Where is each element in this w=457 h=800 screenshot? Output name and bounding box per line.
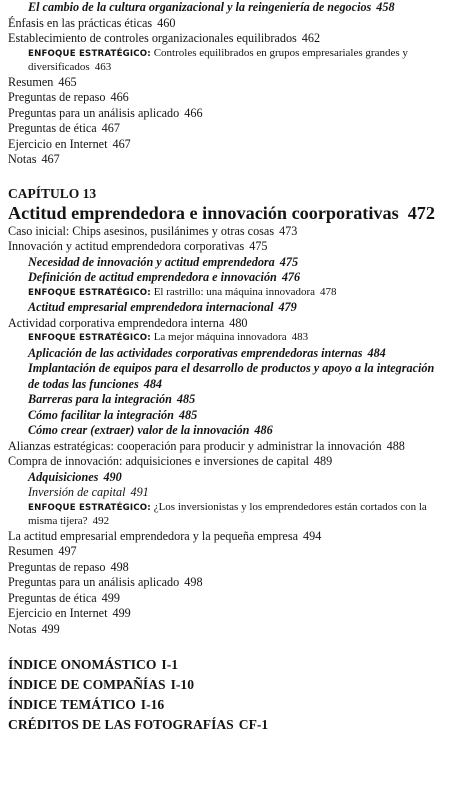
entry-page: 480 xyxy=(229,315,248,330)
entry-text: Implantación de equipos para el desarrollo de productos y apoyo a la integración de todas las funciones xyxy=(28,361,435,391)
entry-page: 492 xyxy=(92,515,110,527)
toc-entry-inversion-capital[interactable] xyxy=(8,485,452,501)
entry-text: Resumen xyxy=(8,74,54,89)
toc-entry-preguntas-repaso[interactable] xyxy=(8,560,452,576)
toc-entry-controles[interactable] xyxy=(8,31,452,47)
entry-text: ÍNDICE TEMÁTICO xyxy=(8,697,136,712)
entry-text: Preguntas de ética xyxy=(8,121,97,135)
enfoque-estrategico-box-3[interactable] xyxy=(8,331,452,346)
enfoque-estrategico-box-4[interactable] xyxy=(8,501,452,529)
toc-entry-innovacion[interactable] xyxy=(8,239,452,255)
entry-page: 491 xyxy=(130,485,149,499)
entry-text: ÍNDICE DE COMPAÑÍAS xyxy=(8,677,166,692)
entry-text: Preguntas de repaso xyxy=(8,90,106,104)
toc-entry-preguntas-analisis[interactable] xyxy=(8,575,452,591)
toc-entry-preguntas-repaso[interactable] xyxy=(8,90,452,106)
entry-page: 490 xyxy=(103,469,122,484)
entry-page: 467 xyxy=(112,136,131,151)
entry-page: 488 xyxy=(386,438,405,453)
entry-text: La actitud empresarial emprendedora y la pequeña empresa xyxy=(8,528,298,543)
entry-page: 498 xyxy=(110,559,129,574)
toc-entry-ejercicio-internet[interactable] xyxy=(8,606,452,622)
toc-entry-implantacion-equipos[interactable] xyxy=(8,361,452,392)
entry-text: ÍNDICE ONOMÁSTICO xyxy=(8,657,157,672)
toc-entry-alianzas[interactable] xyxy=(8,439,452,455)
entry-page: I-1 xyxy=(161,657,179,672)
entry-text: Compra de innovación: adquisiciones e inversiones de capital xyxy=(8,454,309,468)
chapter-number: CAPÍTULO 13 xyxy=(8,185,97,201)
entry-page: 463 xyxy=(94,61,112,73)
toc-entry-definicion[interactable] xyxy=(8,270,452,286)
toc-backmatter-indice-tematico[interactable] xyxy=(8,695,452,715)
entry-page: 473 xyxy=(279,223,298,238)
entry-text: Preguntas de repaso xyxy=(8,559,106,574)
entry-text: Actividad corporativa emprendedora interna xyxy=(8,315,225,330)
toc-entry-enfasis-etica[interactable] xyxy=(8,16,452,32)
enfoque-estrategico-box-1[interactable] xyxy=(8,47,452,75)
entry-text: Alianzas estratégicas: cooperación para producir y administrar la innovación xyxy=(8,438,382,453)
entry-text: La mejor máquina innovadora xyxy=(153,331,287,343)
entry-text: Preguntas para un análisis aplicado xyxy=(8,105,180,120)
entry-page: 467 xyxy=(41,152,60,166)
entry-page: 475 xyxy=(279,254,299,269)
toc-entry-compra[interactable] xyxy=(8,454,452,470)
chapter-page: 472 xyxy=(407,202,435,223)
entry-text: Cómo facilitar la integración xyxy=(28,407,174,422)
toc-entry-resumen[interactable] xyxy=(8,544,452,560)
entry-text: Ejercicio en Internet xyxy=(8,136,108,151)
toc-entry-barreras[interactable] xyxy=(8,392,452,408)
toc-entry-facilitar[interactable] xyxy=(8,408,452,424)
entry-page: I-16 xyxy=(140,697,165,712)
entry-text: Necesidad de innovación y actitud emprendedora xyxy=(28,254,275,269)
entry-page: 498 xyxy=(184,575,203,589)
toc-entry-preguntas-analisis[interactable] xyxy=(8,106,452,122)
entry-page: CF-1 xyxy=(238,717,269,732)
entry-text: Resumen xyxy=(8,544,54,558)
entry-text: Actitud empresarial emprendedora internacional xyxy=(28,300,274,314)
entry-text: Énfasis en las prácticas éticas xyxy=(8,15,153,30)
entry-text: Notas xyxy=(8,152,37,166)
toc-entry-cambio-cultura[interactable] xyxy=(8,0,452,16)
entry-page: 489 xyxy=(313,454,333,468)
entry-page: 485 xyxy=(176,392,196,406)
table-of-contents xyxy=(8,0,452,735)
entry-page: 460 xyxy=(157,15,176,30)
entry-page: 499 xyxy=(101,590,120,605)
entry-text: Controles equilibrados en grupos empresariales grandes y diversificados xyxy=(28,46,408,73)
toc-entry-notas[interactable] xyxy=(8,152,452,168)
toc-entry-preguntas-etica[interactable] xyxy=(8,591,452,607)
toc-entry-necesidad-innovacion[interactable] xyxy=(8,255,452,271)
entry-text: Adquisiciones xyxy=(28,469,99,484)
entry-text: Preguntas para un análisis aplicado xyxy=(8,575,180,589)
toc-entry-actitud-internacional[interactable] xyxy=(8,300,452,316)
toc-entry-ejercicio-internet[interactable] xyxy=(8,137,452,153)
entry-page: 497 xyxy=(58,544,77,558)
chapter-title-entry[interactable] xyxy=(8,202,452,224)
toc-entry-notas[interactable] xyxy=(8,622,452,638)
toc-entry-aplicacion[interactable] xyxy=(8,346,452,362)
toc-entry-caso-inicial[interactable] xyxy=(8,224,452,240)
enfoque-tag: ENFOQUE ESTRATÉGICO: xyxy=(28,502,151,513)
toc-entry-actividad-interna[interactable] xyxy=(8,316,452,332)
entry-text: Preguntas de ética xyxy=(8,590,97,605)
entry-page: 484 xyxy=(143,376,162,391)
toc-backmatter-indice-companias[interactable] xyxy=(8,675,452,695)
toc-entry-resumen[interactable] xyxy=(8,75,452,91)
entry-text: El cambio de la cultura organizacional y la reingeniería de negocios xyxy=(28,0,372,14)
entry-page: 465 xyxy=(58,74,77,89)
toc-entry-adquisiciones[interactable] xyxy=(8,470,452,486)
entry-text: ¿Los inversionistas y los emprendedores están cortados con la misma tijera? xyxy=(28,500,427,527)
entry-text: El rastrillo: una máquina innovadora xyxy=(153,285,315,298)
entry-text: Caso inicial: Chips asesinos, pusilánimes y otras cosas xyxy=(8,223,275,238)
entry-page: 475 xyxy=(249,239,268,253)
entry-text: Notas xyxy=(8,621,37,636)
entry-page: 462 xyxy=(301,31,321,45)
entry-text: Innovación y actitud emprendedora corporativas xyxy=(8,239,245,253)
entry-page: 466 xyxy=(110,90,129,104)
entry-text: Establecimiento de controles organizacionales equilibrados xyxy=(8,31,297,45)
entry-page: 467 xyxy=(101,121,120,135)
toc-entry-crear-valor[interactable] xyxy=(8,423,452,439)
entry-page: 494 xyxy=(303,528,322,543)
entry-page: 458 xyxy=(376,0,395,14)
toc-entry-preguntas-etica[interactable] xyxy=(8,121,452,137)
chapter-title: Actitud emprendedora e innovación coorporativas xyxy=(8,202,399,223)
toc-backmatter-creditos-fotografias[interactable] xyxy=(8,715,452,735)
entry-page: 478 xyxy=(320,285,337,298)
enfoque-tag: ENFOQUE ESTRATÉGICO: xyxy=(28,287,151,298)
entry-page: 499 xyxy=(112,606,131,620)
entry-text: Definición de actitud emprendedora e innovación xyxy=(28,270,277,284)
entry-text: Inversión de capital xyxy=(28,485,126,499)
entry-page: 499 xyxy=(41,621,60,636)
entry-text: Ejercicio en Internet xyxy=(8,606,108,620)
entry-page: I-10 xyxy=(170,677,195,692)
entry-page: 486 xyxy=(254,423,273,437)
entry-text: Aplicación de las actividades corporativas emprendedoras internas xyxy=(28,345,363,360)
toc-entry-pequena-empresa[interactable] xyxy=(8,529,452,545)
entry-page: 484 xyxy=(367,345,386,360)
entry-text: Cómo crear (extraer) valor de la innovación xyxy=(28,423,250,437)
entry-text: Barreras para la integración xyxy=(28,392,172,406)
entry-page: 485 xyxy=(178,407,198,422)
enfoque-estrategico-box-2[interactable] xyxy=(8,286,452,301)
enfoque-tag: ENFOQUE ESTRATÉGICO: xyxy=(28,48,151,59)
entry-page: 466 xyxy=(184,105,203,120)
entry-page: 479 xyxy=(278,300,297,314)
toc-backmatter-indice-onomastico[interactable] xyxy=(8,655,452,675)
entry-text: CRÉDITOS DE LAS FOTOGRAFÍAS xyxy=(8,717,234,732)
entry-page: 476 xyxy=(281,270,301,284)
entry-page: 483 xyxy=(291,331,309,343)
enfoque-tag: ENFOQUE ESTRATÉGICO: xyxy=(28,333,151,343)
